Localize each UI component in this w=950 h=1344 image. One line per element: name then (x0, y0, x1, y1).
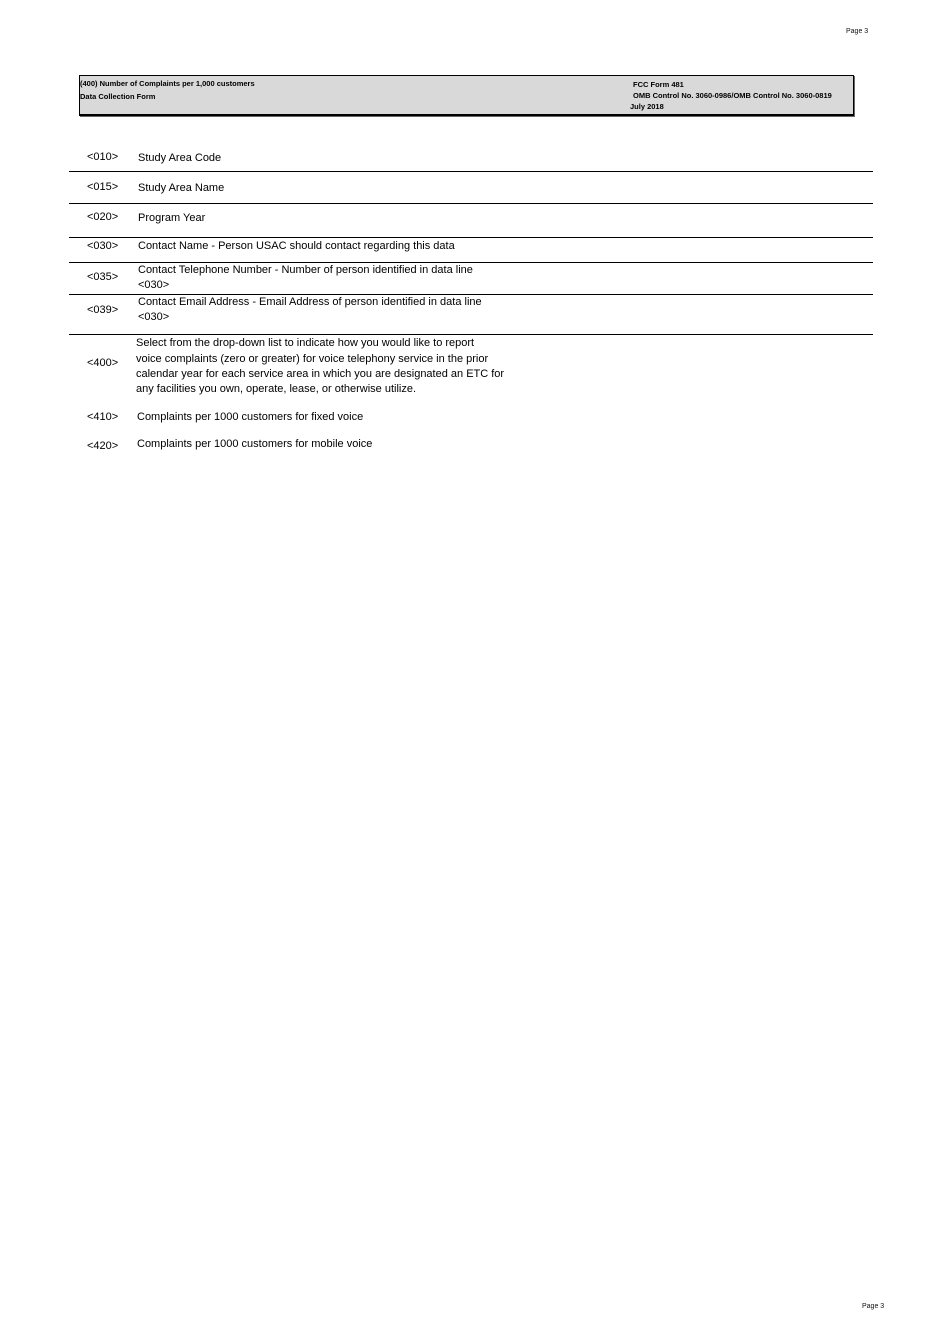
line-code: <015> (87, 181, 119, 193)
line-label-line4: any facilities you own, operate, lease, or otherwise utilize. (136, 383, 417, 395)
line-label-line2: <030> (138, 279, 170, 291)
line-label-line2: voice complaints (zero or greater) for voice telephony service in the prior (136, 353, 489, 365)
form-header (79, 75, 854, 116)
form-date: July 2018 (630, 102, 664, 111)
line-label: Program Year (138, 212, 206, 224)
line-code: <410> (87, 411, 119, 423)
line-code: <035> (87, 271, 119, 283)
line-code: <400> (87, 357, 119, 369)
line-label: Complaints per 1000 customers for mobile voice (137, 438, 373, 450)
line-row-015 (69, 172, 873, 204)
form-name: FCC Form 481 (633, 80, 684, 89)
form-subtitle: Data Collection Form (80, 92, 156, 101)
line-code: <030> (87, 240, 119, 252)
line-label-line2: <030> (138, 311, 170, 323)
line-label: Complaints per 1000 customers for fixed voice (137, 411, 364, 423)
line-code: <010> (87, 151, 119, 163)
line-row-030 (69, 238, 873, 263)
line-label: Study Area Code (138, 152, 222, 164)
line-row-020 (69, 204, 873, 238)
line-code: <020> (87, 211, 119, 223)
line-code: <420> (87, 440, 119, 452)
omb-control-number: OMB Control No. 3060-0986/OMB Control No. 3060-0819 (633, 91, 832, 100)
line-row-010 (69, 140, 873, 172)
line-label: Contact Name - Person USAC should contact regarding this data (138, 240, 455, 252)
line-label-line1: Contact Telephone Number - Number of person identified in data line (138, 264, 473, 276)
line-row-039 (69, 295, 873, 335)
line-row-420 (69, 432, 873, 458)
line-code: <039> (87, 304, 119, 316)
line-row-410 (69, 404, 873, 430)
form-section-title: (400) Number of Complaints per 1,000 customers (80, 79, 255, 88)
page-number-bottom: Page 3 (862, 1303, 885, 1310)
line-row-035 (69, 263, 873, 295)
line-label: Study Area Name (138, 182, 225, 194)
line-row-400 (69, 335, 873, 399)
line-label-line3: calendar year for each service area in which you are designated an ETC for (136, 368, 505, 380)
page-number-top: Page 3 (846, 28, 869, 35)
line-label-line1: Select from the drop-down list to indicate how you would like to report (136, 337, 475, 349)
line-label-line1: Contact Email Address - Email Address of person identified in data line (138, 296, 482, 308)
